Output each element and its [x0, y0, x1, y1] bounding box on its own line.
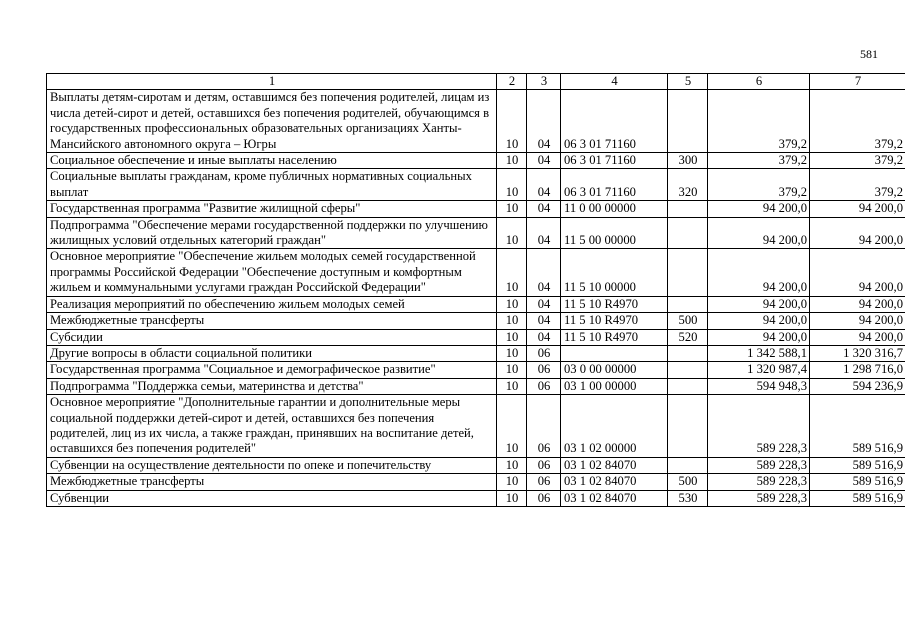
row-subsection-cell: 06 — [527, 345, 561, 361]
row-amount-2-cell: 94 200,0 — [810, 201, 905, 217]
row-name-cell: Межбюджетные трансферты — [47, 474, 497, 490]
row-section-cell: 10 — [497, 249, 527, 296]
header-cell-3: 3 — [527, 74, 561, 90]
table-row — [47, 395, 905, 458]
row-amount-2-cell: 94 200,0 — [810, 249, 905, 296]
row-expense-type-cell: 500 — [668, 313, 708, 329]
table-row — [47, 457, 905, 473]
row-amount-2-cell: 1 298 716,0 — [810, 362, 905, 378]
row-amount-1-cell: 94 200,0 — [708, 296, 810, 312]
row-subsection-cell: 04 — [527, 153, 561, 169]
row-section-cell: 10 — [497, 201, 527, 217]
row-name-cell: Государственная программа "Развитие жилищной сферы" — [47, 201, 497, 217]
row-expense-type-cell: 300 — [668, 153, 708, 169]
table-row — [47, 201, 905, 217]
table-row — [47, 490, 905, 506]
row-section-cell: 10 — [497, 329, 527, 345]
row-target-code-cell: 11 0 00 00000 — [561, 201, 668, 217]
row-name-cell: Подпрограмма "Обеспечение мерами государственной поддержки по улучшению жилищных условий отдельных категорий граждан" — [47, 217, 497, 249]
row-subsection-cell: 04 — [527, 249, 561, 296]
header-cell-6: 6 — [708, 74, 810, 90]
row-section-cell: 10 — [497, 313, 527, 329]
row-name-cell: Межбюджетные трансферты — [47, 313, 497, 329]
row-amount-1-cell: 589 228,3 — [708, 474, 810, 490]
row-expense-type-cell: 320 — [668, 169, 708, 201]
row-section-cell: 10 — [497, 345, 527, 361]
row-target-code-cell: 11 5 10 R4970 — [561, 296, 668, 312]
row-subsection-cell: 04 — [527, 217, 561, 249]
table-row — [47, 153, 905, 169]
row-section-cell: 10 — [497, 474, 527, 490]
row-subsection-cell: 06 — [527, 378, 561, 394]
row-amount-1-cell: 589 228,3 — [708, 457, 810, 473]
header-cell-1: 1 — [47, 74, 497, 90]
table-row — [47, 378, 905, 394]
row-expense-type-cell — [668, 201, 708, 217]
row-amount-1-cell: 1 342 588,1 — [708, 345, 810, 361]
row-amount-2-cell: 94 200,0 — [810, 329, 905, 345]
row-subsection-cell: 04 — [527, 329, 561, 345]
row-amount-1-cell: 379,2 — [708, 153, 810, 169]
row-subsection-cell: 06 — [527, 490, 561, 506]
row-target-code-cell: 03 1 00 00000 — [561, 378, 668, 394]
table-row — [47, 474, 905, 490]
row-target-code-cell: 06 3 01 71160 — [561, 90, 668, 153]
row-amount-2-cell: 379,2 — [810, 153, 905, 169]
row-amount-1-cell: 94 200,0 — [708, 201, 810, 217]
row-expense-type-cell: 520 — [668, 329, 708, 345]
row-name-cell: Социальные выплаты гражданам, кроме публичных нормативных социальных выплат — [47, 169, 497, 201]
row-target-code-cell: 03 1 02 00000 — [561, 395, 668, 458]
row-subsection-cell: 04 — [527, 90, 561, 153]
table-row — [47, 362, 905, 378]
row-expense-type-cell: 500 — [668, 474, 708, 490]
row-target-code-cell: 11 5 10 00000 — [561, 249, 668, 296]
row-expense-type-cell — [668, 395, 708, 458]
row-name-cell: Субвенции на осуществление деятельности по опеке и попечительству — [47, 457, 497, 473]
row-section-cell: 10 — [497, 395, 527, 458]
row-amount-1-cell: 379,2 — [708, 90, 810, 153]
page-number: 581 — [860, 47, 878, 61]
row-expense-type-cell: 530 — [668, 490, 708, 506]
header-cell-7: 7 — [810, 74, 905, 90]
row-subsection-cell: 04 — [527, 201, 561, 217]
header-cell-4: 4 — [561, 74, 668, 90]
header-cell-2: 2 — [497, 74, 527, 90]
row-name-cell: Основное мероприятие "Дополнительные гарантии и дополнительные меры социальной поддержки детей-сирот и детей, оставшихся без попечения родителей, лиц из их числа, а также граждан, принявших на воспитание детей, оставшихся без попечения родителей" — [47, 395, 497, 458]
row-amount-2-cell: 589 516,9 — [810, 490, 905, 506]
table-row — [47, 90, 905, 153]
table-row — [47, 345, 905, 361]
row-section-cell: 10 — [497, 378, 527, 394]
row-name-cell: Социальное обеспечение и иные выплаты населению — [47, 153, 497, 169]
row-expense-type-cell — [668, 345, 708, 361]
row-amount-2-cell: 589 516,9 — [810, 395, 905, 458]
row-subsection-cell: 04 — [527, 296, 561, 312]
row-subsection-cell: 06 — [527, 457, 561, 473]
row-amount-2-cell: 594 236,9 — [810, 378, 905, 394]
row-section-cell: 10 — [497, 153, 527, 169]
row-target-code-cell: 03 1 02 84070 — [561, 474, 668, 490]
table-row — [47, 329, 905, 345]
table-row — [47, 169, 905, 201]
row-subsection-cell: 06 — [527, 362, 561, 378]
row-amount-2-cell: 589 516,9 — [810, 474, 905, 490]
row-target-code-cell: 03 1 02 84070 — [561, 457, 668, 473]
row-amount-2-cell: 94 200,0 — [810, 217, 905, 249]
row-target-code-cell: 11 5 10 R4970 — [561, 329, 668, 345]
row-section-cell: 10 — [497, 169, 527, 201]
row-amount-1-cell: 589 228,3 — [708, 395, 810, 458]
row-amount-1-cell: 94 200,0 — [708, 313, 810, 329]
row-expense-type-cell — [668, 362, 708, 378]
row-name-cell: Государственная программа "Социальное и демографическое развитие" — [47, 362, 497, 378]
row-expense-type-cell — [668, 378, 708, 394]
row-expense-type-cell — [668, 217, 708, 249]
row-subsection-cell: 04 — [527, 313, 561, 329]
row-expense-type-cell — [668, 249, 708, 296]
row-amount-1-cell: 589 228,3 — [708, 490, 810, 506]
row-amount-2-cell: 1 320 316,7 — [810, 345, 905, 361]
row-amount-2-cell: 589 516,9 — [810, 457, 905, 473]
row-target-code-cell: 11 5 00 00000 — [561, 217, 668, 249]
row-target-code-cell: 06 3 01 71160 — [561, 153, 668, 169]
table-row — [47, 313, 905, 329]
table-row — [47, 217, 905, 249]
table-header-row — [47, 74, 905, 90]
row-amount-2-cell: 379,2 — [810, 169, 905, 201]
row-expense-type-cell — [668, 296, 708, 312]
row-subsection-cell: 06 — [527, 474, 561, 490]
table-row — [47, 296, 905, 312]
row-section-cell: 10 — [497, 490, 527, 506]
row-name-cell: Другие вопросы в области социальной политики — [47, 345, 497, 361]
row-section-cell: 10 — [497, 90, 527, 153]
row-section-cell: 10 — [497, 362, 527, 378]
row-name-cell: Подпрограмма "Поддержка семьи, материнства и детства" — [47, 378, 497, 394]
row-section-cell: 10 — [497, 296, 527, 312]
header-cell-5: 5 — [668, 74, 708, 90]
row-target-code-cell — [561, 345, 668, 361]
row-name-cell: Выплаты детям-сиротам и детям, оставшимся без попечения родителей, лицам из числа детей-сирот и детей, оставшихся без попечения родителей, обучающимся в государственных профессиональных образовательных организациях Ханты-Мансийского автономного округа – Югры — [47, 90, 497, 153]
row-target-code-cell: 11 5 10 R4970 — [561, 313, 668, 329]
row-amount-2-cell: 94 200,0 — [810, 296, 905, 312]
row-subsection-cell: 06 — [527, 395, 561, 458]
row-amount-1-cell: 1 320 987,4 — [708, 362, 810, 378]
row-amount-1-cell: 94 200,0 — [708, 249, 810, 296]
budget-table — [46, 73, 905, 507]
row-target-code-cell: 03 1 02 84070 — [561, 490, 668, 506]
row-subsection-cell: 04 — [527, 169, 561, 201]
row-amount-1-cell: 94 200,0 — [708, 329, 810, 345]
row-name-cell: Реализация мероприятий по обеспечению жильем молодых семей — [47, 296, 497, 312]
table-row — [47, 249, 905, 296]
row-amount-2-cell: 379,2 — [810, 90, 905, 153]
row-amount-1-cell: 379,2 — [708, 169, 810, 201]
row-amount-1-cell: 94 200,0 — [708, 217, 810, 249]
row-amount-1-cell: 594 948,3 — [708, 378, 810, 394]
row-amount-2-cell: 94 200,0 — [810, 313, 905, 329]
row-expense-type-cell — [668, 90, 708, 153]
row-target-code-cell: 06 3 01 71160 — [561, 169, 668, 201]
row-target-code-cell: 03 0 00 00000 — [561, 362, 668, 378]
row-name-cell: Основное мероприятие "Обеспечение жильем молодых семей государственной программы Российской Федерации "Обеспечение доступным и комфортным жильем и коммунальными услугами граждан Российской Федерации" — [47, 249, 497, 296]
row-expense-type-cell — [668, 457, 708, 473]
row-section-cell: 10 — [497, 457, 527, 473]
row-section-cell: 10 — [497, 217, 527, 249]
row-name-cell: Субсидии — [47, 329, 497, 345]
table-body — [47, 90, 905, 507]
row-name-cell: Субвенции — [47, 490, 497, 506]
